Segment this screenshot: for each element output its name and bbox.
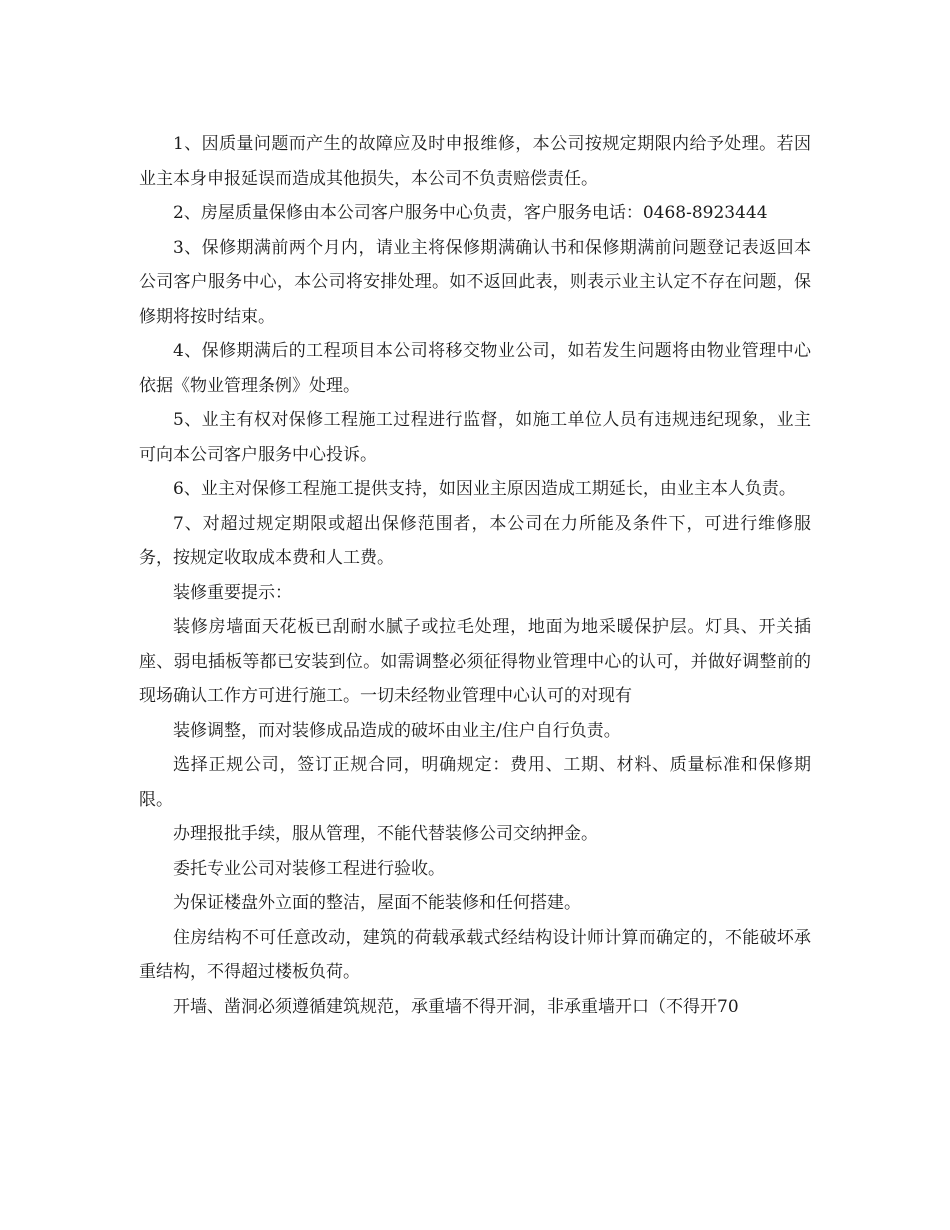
paragraph-5: 5、业主有权对保修工程施工过程进行监督，如施工单位人员有违规违纪现象，业主可向本公司客户服务中心投诉。 — [139, 410, 811, 465]
paragraph-7: 7、对超过规定期限或超出保修范围者，本公司在力所能及条件下，可进行维修服务，按规定收取成本费和人工费。 — [139, 513, 811, 568]
paragraph-structure: 住房结构不可任意改动，建筑的荷载承载式经结构设计师计算而确定的，不能破坏承重结构，不得超过楼板负荷。 — [139, 927, 811, 982]
paragraph-choose-company: 选择正规公司，签订正规合同，明确规定：费用、工期、材料、质量标准和保修期限。 — [139, 755, 811, 810]
document-body — [139, 127, 811, 1024]
paragraph-renovation-damage: 装修调整，而对装修成品造成的破坏由业主/住户自行负责。 — [173, 720, 621, 741]
section-heading-renovation-tips: 装修重要提示： — [173, 582, 292, 603]
paragraph-renovation-condition: 装修房墙面天花板已刮耐水腻子或拉毛处理，地面为地采暖保护层。灯具、开关插座、弱电插板等都已安装到位。如需调整必须征得物业管理中心的认可，并做好调整前的现场确认工作方可进行施工。一切未经物业管理中心认可的对现有 — [139, 617, 811, 706]
paragraph-2: 2、房屋质量保修由本公司客户服务中心负责，客户服务电话：0468-8923444 — [173, 203, 768, 223]
paragraph-6: 6、业主对保修工程施工提供支持，如因业主原因造成工期延长，由业主本人负责。 — [173, 479, 796, 499]
paragraph-approval: 办理报批手续，服从管理，不能代替装修公司交纳押金。 — [173, 824, 598, 844]
paragraph-4: 4、保修期满后的工程项目本公司将移交物业公司，如若发生问题将由物业管理中心依据《物业管理条例》处理。 — [139, 341, 811, 396]
paragraph-1: 1、因质量问题而产生的故障应及时申报维修，本公司按规定期限内给予处理。若因业主本身申报延误而造成其他损失，本公司不负责赔偿责任。 — [139, 134, 811, 189]
paragraph-wall-opening: 开墙、凿洞必须遵循建筑规范，承重墙不得开洞，非承重墙开口（不得开70 — [173, 996, 739, 1017]
paragraph-3: 3、保修期满前两个月内，请业主将保修期满确认书和保修期满前问题登记表返回本公司客户服务中心，本公司将安排处理。如不返回此表，则表示业主认定不存在问题，保修期将按时结束。 — [139, 237, 811, 327]
paragraph-facade: 为保证楼盘外立面的整洁，屋面不能装修和任何搭建。 — [173, 893, 581, 913]
paragraph-acceptance: 委托专业公司对装修工程进行验收。 — [173, 858, 445, 879]
